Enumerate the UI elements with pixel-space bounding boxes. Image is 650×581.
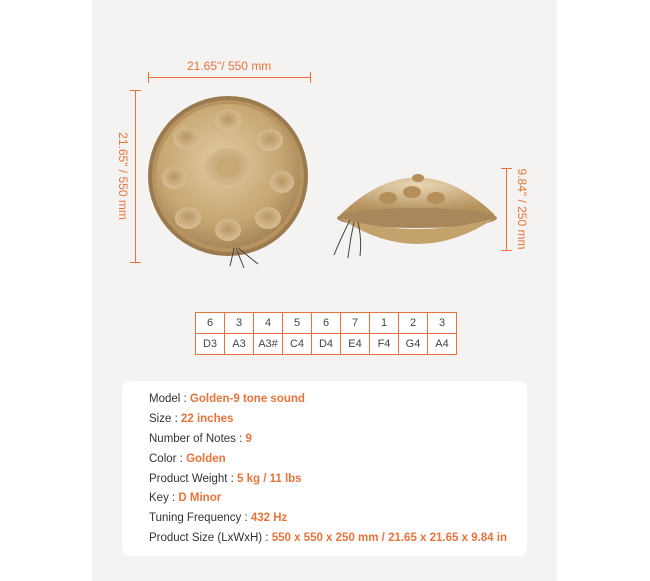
right-height-label: 9.84" / 250 mm (515, 168, 529, 250)
spec-label: Model : (149, 393, 190, 405)
spec-label: Color : (149, 453, 187, 465)
spec-value: 22 inches (180, 413, 234, 425)
notes-number-row (196, 313, 457, 334)
spec-value: Golden (186, 453, 226, 465)
note-number: 4 (254, 313, 283, 334)
handpan-top-view (148, 90, 308, 270)
note-name: D3 (196, 334, 225, 355)
spec-label: Number of Notes : (149, 433, 246, 445)
spec-key (149, 492, 221, 504)
notes-table (195, 312, 457, 355)
top-width-label: 21.65"/ 550 mm (187, 59, 272, 73)
note-number: 5 (283, 313, 312, 334)
top-width-line (148, 77, 311, 78)
note-name: F4 (370, 334, 399, 355)
top-width-tick-left (148, 72, 149, 83)
spec-value: D Minor (178, 492, 222, 504)
note-number: 6 (196, 313, 225, 334)
spec-tuning (149, 512, 287, 524)
note-name: A4 (428, 334, 457, 355)
spec-label: Size : (149, 413, 181, 425)
note-name: A3 (225, 334, 254, 355)
left-height-tick-bottom (130, 262, 141, 263)
spec-label: Key : (149, 492, 179, 504)
note-number: 2 (399, 313, 428, 334)
spec-value: 432 Hz (250, 512, 288, 524)
spec-product-size (149, 532, 507, 544)
specs-card (122, 381, 527, 556)
right-height-line (506, 168, 507, 251)
note-number: 1 (370, 313, 399, 334)
spec-color (149, 453, 226, 465)
notes-name-row (196, 334, 457, 355)
spec-size (149, 413, 233, 425)
spec-model (149, 393, 305, 405)
note-number: 3 (428, 313, 457, 334)
left-height-line (135, 90, 136, 263)
spec-value: Golden-9 tone sound (189, 393, 305, 405)
top-width-tick-right (310, 72, 311, 83)
spec-weight (149, 473, 302, 485)
note-number: 6 (312, 313, 341, 334)
note-name: A3# (254, 334, 283, 355)
note-number: 7 (341, 313, 370, 334)
handpan-side-view (330, 160, 505, 265)
spec-label: Tuning Frequency : (149, 512, 251, 524)
left-height-tick-top (130, 90, 141, 91)
note-name: C4 (283, 334, 312, 355)
note-name: G4 (399, 334, 428, 355)
spec-value: 9 (245, 433, 252, 445)
left-height-label: 21.65" / 550 mm (116, 132, 130, 220)
spec-value: 550 x 550 x 250 mm / 21.65 x 21.65 x 9.84 in (271, 532, 507, 544)
spec-label: Product Weight : (149, 473, 237, 485)
note-name: E4 (341, 334, 370, 355)
spec-label: Product Size (LxWxH) : (149, 532, 272, 544)
spec-value: 5 kg / 11 lbs (237, 473, 302, 485)
note-number: 3 (225, 313, 254, 334)
note-name: D4 (312, 334, 341, 355)
spec-notes (149, 433, 252, 445)
